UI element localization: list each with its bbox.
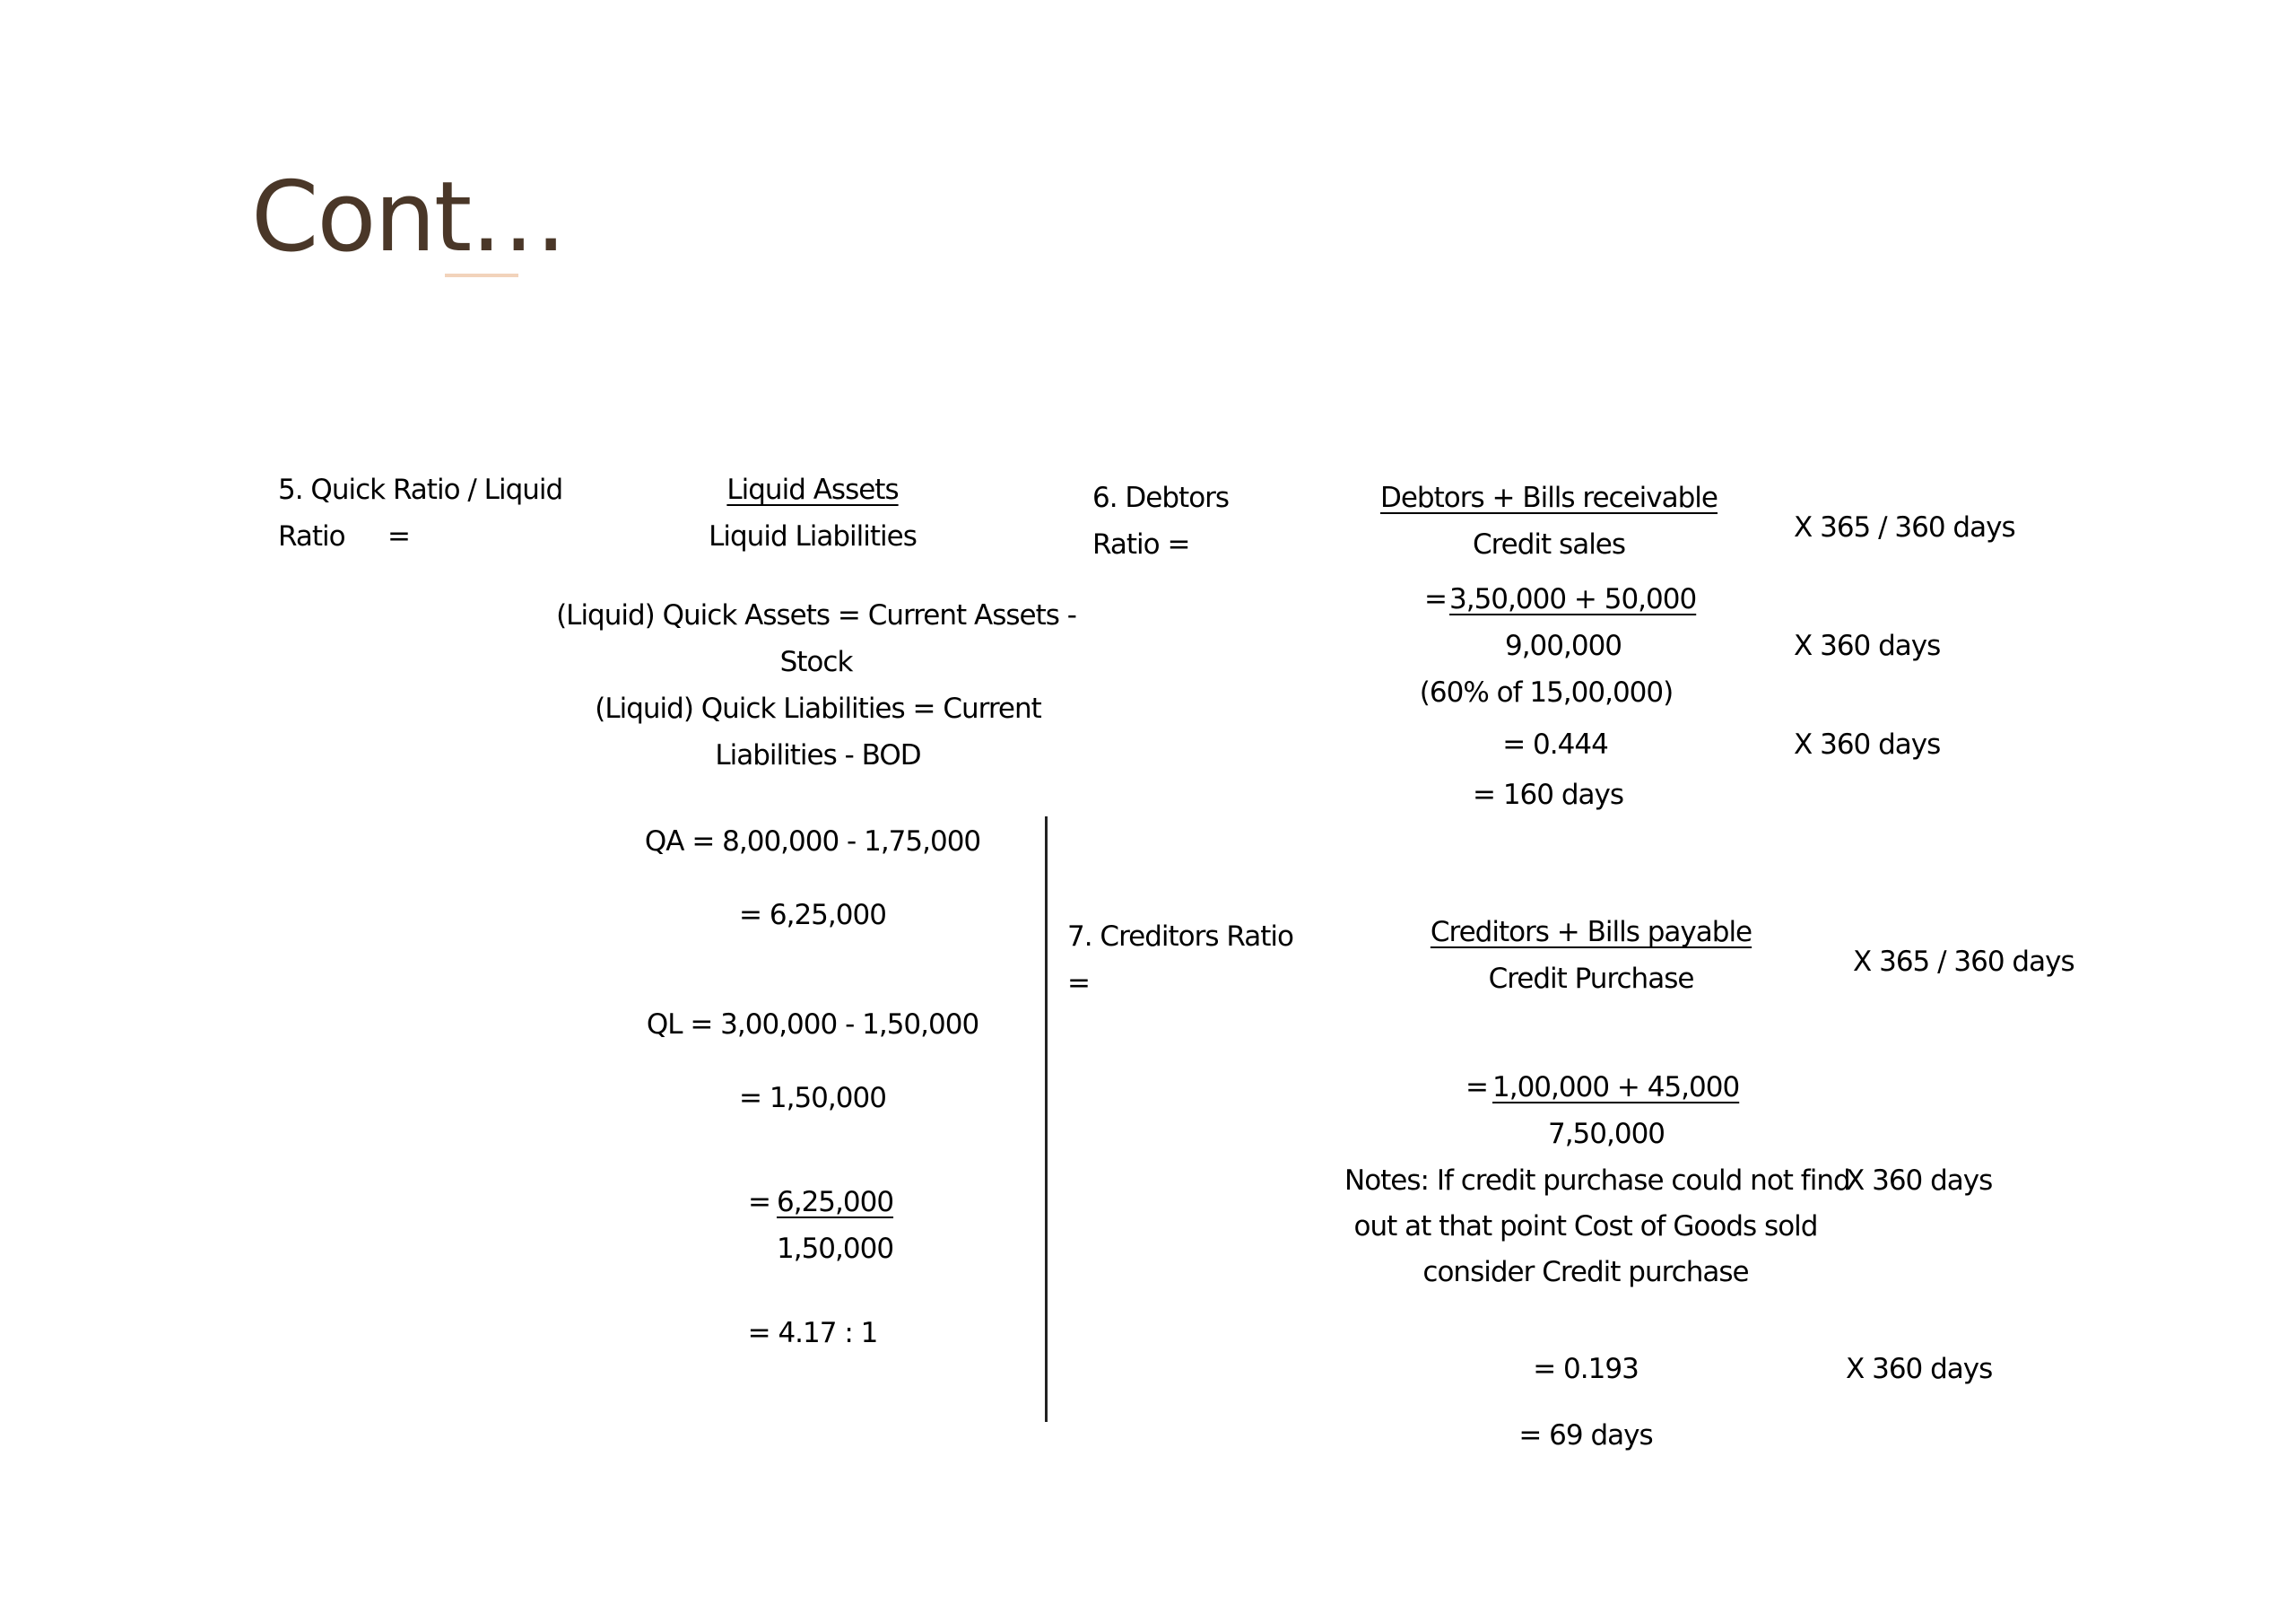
creditors-ratio-formula-numerator: Creditors + Bills payable <box>1430 916 1752 948</box>
creditors-step: = 0.193 <box>1533 1353 1639 1385</box>
creditors-step-multiplier: X 360 days <box>1846 1353 1993 1385</box>
debtors-ratio-formula-numerator: Debtors + Bills receivable <box>1379 482 1718 514</box>
debtors-calc-numerator: 3,50,000 + 50,000 <box>1449 583 1697 615</box>
creditors-calc-denominator: 7,50,000 <box>1547 1118 1665 1150</box>
quick-ratio-formula-numerator: Liquid Assets <box>726 474 899 506</box>
debtors-ratio-heading-line1: 6. Debtors <box>1092 482 1230 514</box>
quick-liabilities-note-line1: (Liquid) Quick Liabilities = Current <box>595 693 1041 725</box>
quick-liabilities-result: = 1,50,000 <box>739 1082 886 1114</box>
quick-ratio-calc-equals: = <box>748 1186 770 1218</box>
quick-ratio-heading-line2: Ratio <box>278 520 345 553</box>
quick-assets-calc: QA = 8,00,000 - 1,75,000 <box>644 825 981 858</box>
debtors-ratio-formula-denominator: Credit sales <box>1472 528 1626 561</box>
debtors-calc-multiplier: X 360 days <box>1794 630 1941 662</box>
debtors-ratio-heading-line2: Ratio = <box>1092 528 1190 561</box>
debtors-ratio-result: = 160 days <box>1472 779 1624 811</box>
creditors-notes-multiplier: X 360 days <box>1846 1164 1993 1197</box>
quick-ratio-equals: = <box>387 520 410 553</box>
creditors-ratio-heading-line2: = <box>1067 967 1090 999</box>
creditors-notes-line2: out at that point Cost of Goods sold <box>1353 1210 1818 1243</box>
quick-ratio-result: = 4.17 : 1 <box>747 1317 878 1349</box>
debtors-ratio-multiplier: X 365 / 360 days <box>1794 511 2015 544</box>
debtors-calc-denominator: 9,00,000 <box>1504 630 1622 662</box>
creditors-ratio-formula-denominator: Credit Purchase <box>1488 963 1694 995</box>
creditors-notes-line3: consider Credit purchase <box>1422 1256 1749 1288</box>
creditors-notes-line1: Notes: If credit purchase could not find <box>1344 1164 1850 1197</box>
creditors-ratio-heading-line1: 7. Creditors Ratio <box>1067 920 1293 953</box>
spellcheck-underline <box>445 274 518 277</box>
quick-ratio-heading-line1: 5. Quick Ratio / Liquid <box>278 474 563 506</box>
debtors-calc-equals: = <box>1424 583 1447 615</box>
quick-ratio-calc-numerator: 6,25,000 <box>777 1186 894 1218</box>
column-divider <box>1045 816 1048 1422</box>
quick-liabilities-calc: QL = 3,00,000 - 1,50,000 <box>646 1008 979 1041</box>
quick-ratio-formula-denominator: Liquid Liabilities <box>709 520 917 553</box>
debtors-calc-note: (60% of 15,00,000) <box>1419 676 1674 709</box>
creditors-ratio-result: = 69 days <box>1518 1419 1653 1452</box>
debtors-step: = 0.444 <box>1502 728 1608 761</box>
quick-assets-note-line2: Stock <box>779 646 853 678</box>
quick-assets-result: = 6,25,000 <box>739 899 886 931</box>
creditors-calc-equals: = <box>1465 1071 1488 1103</box>
slide-title: Cont… <box>251 161 566 274</box>
creditors-ratio-multiplier: X 365 / 360 days <box>1853 946 2074 978</box>
quick-liabilities-note-line2: Liabilities - BOD <box>715 739 921 772</box>
quick-ratio-calc-denominator: 1,50,000 <box>777 1233 894 1265</box>
creditors-calc-numerator: 1,00,000 + 45,000 <box>1492 1071 1740 1103</box>
quick-assets-note-line1: (Liquid) Quick Assets = Current Assets - <box>556 599 1076 632</box>
debtors-step-multiplier: X 360 days <box>1794 728 1941 761</box>
